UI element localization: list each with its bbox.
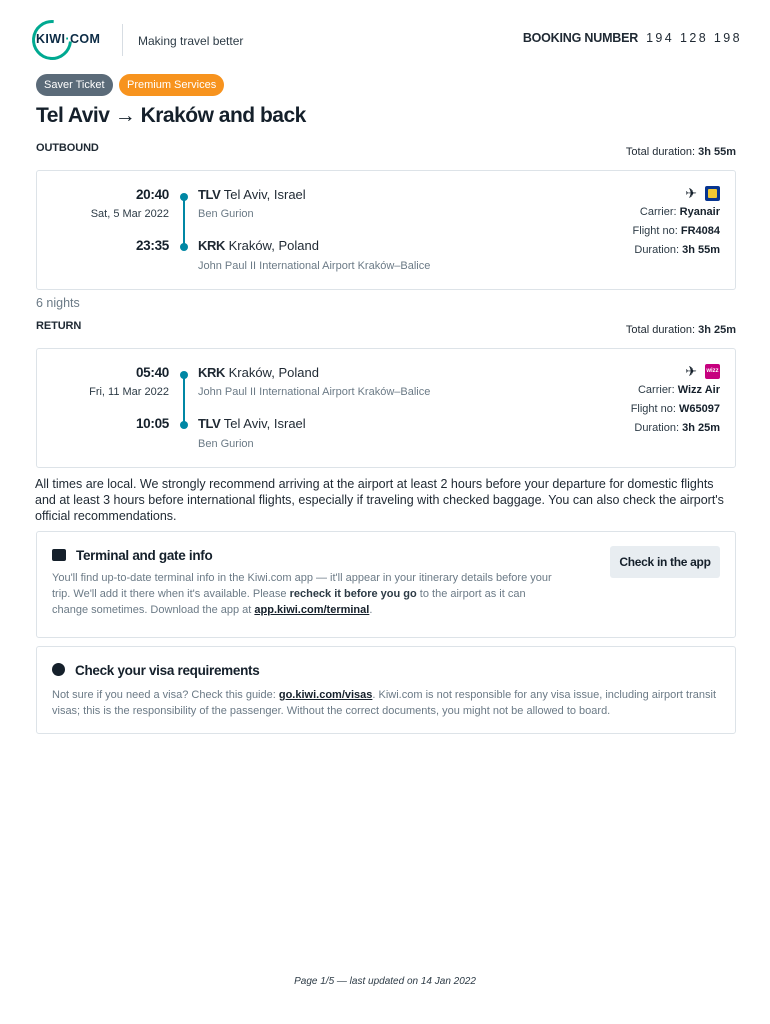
check-in-app-button[interactable]: Check in the app xyxy=(610,546,720,578)
outbound-arrival-place: KRK Kraków, Poland xyxy=(198,238,319,253)
wizzair-logo: wizz xyxy=(705,364,720,379)
visa-guide-link[interactable]: go.kiwi.com/visas xyxy=(278,689,373,701)
outbound-total-duration: Total duration: 3h 55m xyxy=(625,146,736,158)
outbound-departure-time: 20:40 xyxy=(135,187,169,202)
outbound-departure-place: TLV Tel Aviv, Israel xyxy=(198,187,306,202)
outbound-carrier-icons xyxy=(685,185,720,201)
outbound-duration: Duration: 3h 55m xyxy=(634,244,720,256)
terminal-link[interactable]: app.kiwi.com/terminal xyxy=(254,604,370,616)
visa-requirements-box xyxy=(36,646,736,734)
booking-number xyxy=(523,31,742,45)
return-departure-place: KRK Kraków, Poland xyxy=(198,365,319,380)
outbound-date: Sat, 5 Mar 2022 xyxy=(90,208,169,220)
saver-ticket-badge: Saver Ticket xyxy=(36,74,113,96)
booking-number-value: 194 128 198 xyxy=(646,31,742,45)
return-date: Fri, 11 Mar 2022 xyxy=(89,386,169,398)
return-flight-card xyxy=(36,348,736,468)
terminal-info-box xyxy=(36,531,736,638)
return-carrier-icons xyxy=(685,363,720,379)
timeline-end-dot xyxy=(180,421,188,429)
return-duration: Duration: 3h 25m xyxy=(634,422,720,434)
ryanair-logo xyxy=(705,186,720,201)
return-arrival-place: TLV Tel Aviv, Israel xyxy=(198,416,306,431)
tagline: Making travel better xyxy=(138,34,244,48)
terminal-text: You'll find up-to-date terminal info in the Kiwi.com app — it'll appear in your itinerary details before your trip. We'll add it there when it's available. Please recheck it before you go to the airport as it can change sometimes. Download the app at app.kiwi.com/terminal. xyxy=(52,572,552,616)
recheck-emphasis: recheck it before you go xyxy=(289,588,417,600)
header xyxy=(32,18,742,62)
return-total-duration: Total duration: 3h 25m xyxy=(625,324,736,336)
terminal-heading: Terminal and gate info xyxy=(52,548,212,563)
plane-icon: ✈ xyxy=(685,363,697,380)
outbound-carrier: Carrier: Ryanair xyxy=(639,206,720,218)
return-departure-time: 05:40 xyxy=(135,365,169,380)
local-times-disclaimer: All times are local. We strongly recommend arriving at the airport at least 2 hours before your departure for domestic flights and at least 3 hours before international flights, especially if traveling with checked baggage. You can also check the airport's official recommendations. xyxy=(35,477,724,523)
outbound-arrival-airport: John Paul II International Airport Kraków–Balice xyxy=(198,260,431,272)
outbound-departure-airport: Ben Gurion xyxy=(198,208,254,220)
nights-count: 6 nights xyxy=(36,296,80,310)
kiwi-logo[interactable] xyxy=(32,20,110,60)
booking-number-label: BOOKING NUMBER xyxy=(522,31,639,45)
outbound-label: OUTBOUND xyxy=(36,142,99,154)
visa-heading: Check your visa requirements xyxy=(52,663,259,678)
return-departure-airport: John Paul II International Airport Kraków–Balice xyxy=(198,386,431,398)
timeline-line xyxy=(183,375,185,425)
return-flight-no: Flight no: W65097 xyxy=(630,403,720,415)
timeline-end-dot xyxy=(180,243,188,251)
return-arrival-time: 10:05 xyxy=(135,416,169,431)
logo-wordmark: KIWI·COM xyxy=(36,32,101,46)
header-divider xyxy=(122,24,123,56)
visa-text: Not sure if you need a visa? Check this guide: go.kiwi.com/visas. Kiwi.com is not responsible for any visa issue, including airport transit visas; this is the responsibility of the passenger. Without the correct documents, you might not be allowed to board. xyxy=(52,689,717,717)
outbound-arrival-time: 23:35 xyxy=(135,238,169,253)
outbound-flight-card xyxy=(36,170,736,290)
page-title: Tel Aviv → Kraków and back xyxy=(36,104,306,127)
calendar-icon xyxy=(52,549,66,561)
outbound-flight-no: Flight no: FR4084 xyxy=(632,225,720,237)
passport-icon xyxy=(52,663,65,676)
plane-icon: ✈ xyxy=(685,185,697,202)
return-carrier: Carrier: Wizz Air xyxy=(637,384,720,396)
return-label: RETURN xyxy=(36,320,82,332)
return-arrival-airport: Ben Gurion xyxy=(198,438,254,450)
timeline-line xyxy=(183,197,185,247)
premium-services-badge: Premium Services xyxy=(119,74,224,96)
page-footer: Page 1/5 — last updated on 14 Jan 2022 xyxy=(294,976,476,987)
ticket-badges xyxy=(36,74,226,96)
